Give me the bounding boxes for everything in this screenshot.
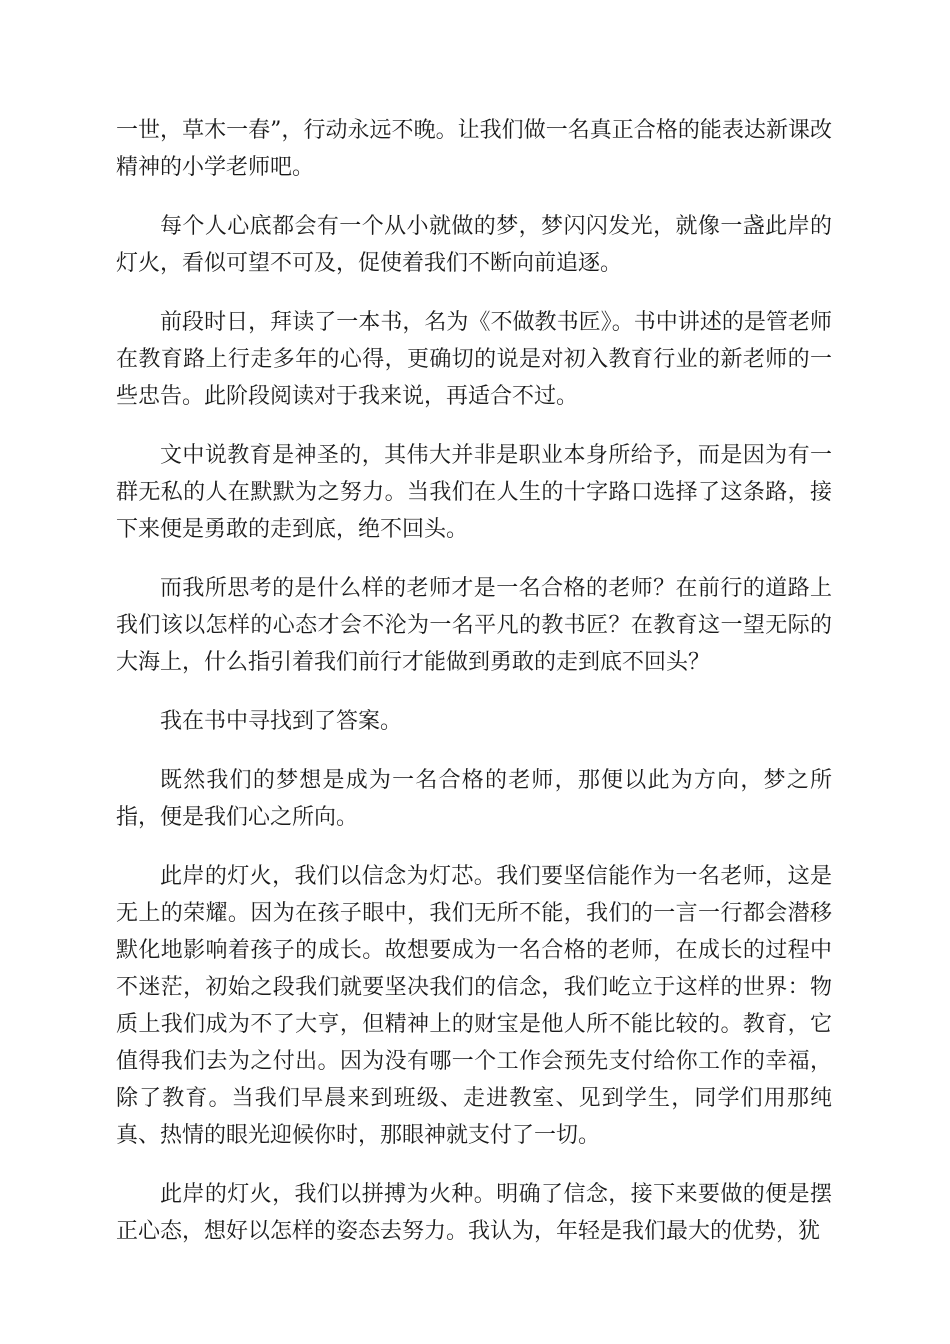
paragraph-6: 我在书中寻找到了答案。	[160, 709, 403, 734]
paragraph-4: 文中说教育是神圣的，其伟大并非是职业本身所给予，而是因为有一群无私的人在默默为之努力。当我们在人生的十字路口选择了这条路，接下来便是勇敢的走到底，绝不回头。	[116, 443, 832, 542]
paragraph-5: 而我所思考的是什么样的老师才是一名合格的老师？在前行的道路上我们该以怎样的心态才会不沦为一名平凡的教书匠？在教育这一望无际的大海上，什么指引着我们前行才能做到勇敢的走到底不回头？	[116, 576, 832, 675]
document-body	[116, 112, 832, 1272]
paragraph-7: 既然我们的梦想是成为一名合格的老师，那便以此为方向，梦之所指，便是我们心之所向。	[116, 768, 832, 830]
paragraph-8: 此岸的灯火，我们以信念为灯芯。我们要坚信能作为一名老师，这是无上的荣耀。因为在孩子眼中，我们无所不能，我们的一言一行都会潜移默化地影响着孩子的成长。故想要成为一名合格的老师，在成长的过程中不迷茫，初始之段我们就要坚决我们的信念，我们屹立于这样的世界：物质上我们成为不了大亨，但精神上的财宝是他人所不能比较的。教育，它值得我们去为之付出。因为没有哪一个工作会预先支付给你工作的幸福，除了教育。当我们早晨来到班级、走进教室、见到学生，同学们用那纯真、热情的眼光迎候你时，那眼神就支付了一切。	[116, 864, 832, 1148]
paragraph-1: 一世，草木一春”，行动永远不晚。让我们做一名真正合格的能表达新课改精神的小学老师吧。	[116, 118, 832, 180]
paragraph-9: 此岸的灯火，我们以拼搏为火种。明确了信念，接下来要做的便是摆正心态，想好以怎样的姿态去努力。我认为，年轻是我们最大的优势，犹	[116, 1182, 832, 1244]
paragraph-2: 每个人心底都会有一个从小就做的梦，梦闪闪发光，就像一盏此岸的灯火，看似可望不可及，促使着我们不断向前追逐。	[116, 214, 832, 276]
paragraph-3: 前段时日，拜读了一本书，名为《不做教书匠》。书中讲述的是管老师在教育路上行走多年的心得，更确切的说是对初入教育行业的新老师的一些忠告。此阶段阅读对于我来说，再适合不过。	[116, 310, 832, 409]
